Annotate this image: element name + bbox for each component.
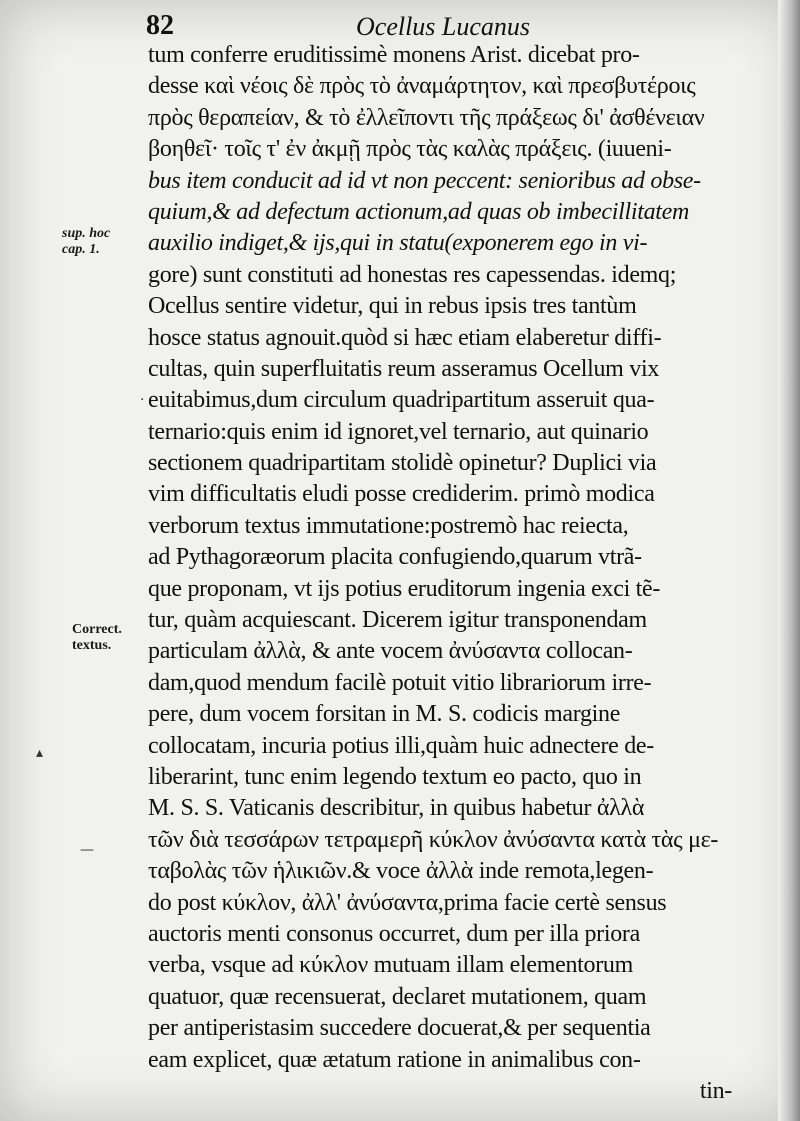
- text-line: tin-: [699, 1077, 732, 1104]
- text-line: τῶν διὰ τεσσάρων τετραμερῆ κύκλον ἀνύσαντα κατὰ τὰς με-: [148, 826, 719, 853]
- text-line: particulam ἀλλὰ, & ante vocem ἀνύσαντα collocan-: [148, 638, 633, 665]
- margin-mark: ▴: [36, 745, 44, 761]
- margin-mark: —: [80, 842, 94, 858]
- text-line: verba, vsque ad κύκλον mutuam illam elementorum: [148, 952, 634, 979]
- page-number: 82: [146, 10, 174, 41]
- text-line: verborum textus immutatione:postremò hac reiecta,: [148, 512, 629, 539]
- text-line: eam explicet, quæ ætatum ratione in animalibus con-: [148, 1046, 641, 1073]
- margin-mark: ·: [140, 392, 145, 408]
- margin-note-correction: Correct. textus.: [72, 622, 122, 653]
- text-line: auctoris menti consonus occurret, dum per illa priora: [148, 920, 640, 947]
- body-text: [148, 40, 738, 1107]
- page-header: [146, 10, 736, 42]
- text-line: vim difficultatis eludi posse crediderim. primò modica: [148, 481, 655, 508]
- running-title: Ocellus Lucanus: [356, 12, 531, 41]
- text-line: tum conferre eruditissimè monens Arist. dicebat pro-: [148, 42, 640, 68]
- text-line: liberarint, tunc enim legendo textum eo pacto, quo in: [148, 763, 642, 790]
- margin-note-reference: sup. hoc cap. 1.: [62, 226, 111, 257]
- text-line: que proponam, vt ijs potius eruditorum ingenia exci tẽ-: [148, 575, 661, 602]
- text-line: dam,quod mendum facilè potuit vitio librariorum irre-: [148, 669, 652, 696]
- text-line: M. S. S. Vaticanis describitur, in quibus habetur ἀλλὰ: [148, 795, 645, 822]
- text-line: bus item conducit ad id vt non peccent: senioribus ad obse-: [148, 167, 701, 194]
- text-line: ταβολὰς τῶν ἡλικιῶν.& voce ἀλλὰ inde remota,legen-: [148, 858, 654, 885]
- text-line: ad Pythagoræorum placita confugiendo,quarum vtrã-: [148, 544, 642, 571]
- text-line: sectionem quadripartitam stolidè opinetur? Duplici via: [148, 450, 657, 477]
- text-line: pere, dum vocem forsitan in M. S. codicis margine: [148, 701, 621, 728]
- text-line: euitabimus,dum circulum quadripartitum asseruit qua-: [148, 387, 655, 414]
- text-line: desse καὶ νέοις δὲ πρὸς τὸ ἀναμάρτητον, καὶ πρεσβυτέροις: [148, 73, 696, 100]
- text-line: tur, quàm acquiescant. Dicerem igitur transponendam: [148, 607, 647, 634]
- text-line: βοηθεῖ· τοῖς τ' ἐν ἀκμῇ πρὸς τὰς καλὰς πράξεις. (iuueni-: [148, 136, 672, 163]
- text-line: per antiperistasim succedere docuerat,& per sequentia: [148, 1015, 651, 1042]
- text-line: auxilio indiget,& ijs,qui in statu(exponerem ego in vi-: [148, 230, 648, 257]
- text-line: Ocellus sentire videtur, qui in rebus ipsis tres tantùm: [148, 293, 637, 320]
- text-line: hosce status agnouit.quòd si hæc etiam elaberetur diffi-: [148, 324, 662, 351]
- page-spine-shadow: [778, 0, 800, 1121]
- text-line: gore) sunt constituti ad honestas res capessendas. idemq;: [148, 261, 677, 288]
- text-line: πρὸς θεραπείαν, & τὸ ἐλλεῖποντι τῆς πράξεως δι' ἀσθένειαν: [148, 104, 705, 131]
- text-line: do post κύκλον, ἀλλ' ἀνύσαντα,prima facie certè sensus: [148, 889, 667, 916]
- text-line: collocatam, incuria potius illi,quàm huic adnectere de-: [148, 732, 654, 759]
- text-line: quatuor, quæ recensuerat, declaret mutationem, quam: [148, 983, 647, 1010]
- text-line: cultas, quin superfluitatis reum asseramus Ocellum vix: [148, 355, 660, 382]
- text-line: quium,& ad defectum actionum,ad quas ob imbecillitatem: [148, 198, 690, 225]
- text-line: ternario:quis enim id ignoret,vel ternario, aut quinario: [148, 418, 649, 445]
